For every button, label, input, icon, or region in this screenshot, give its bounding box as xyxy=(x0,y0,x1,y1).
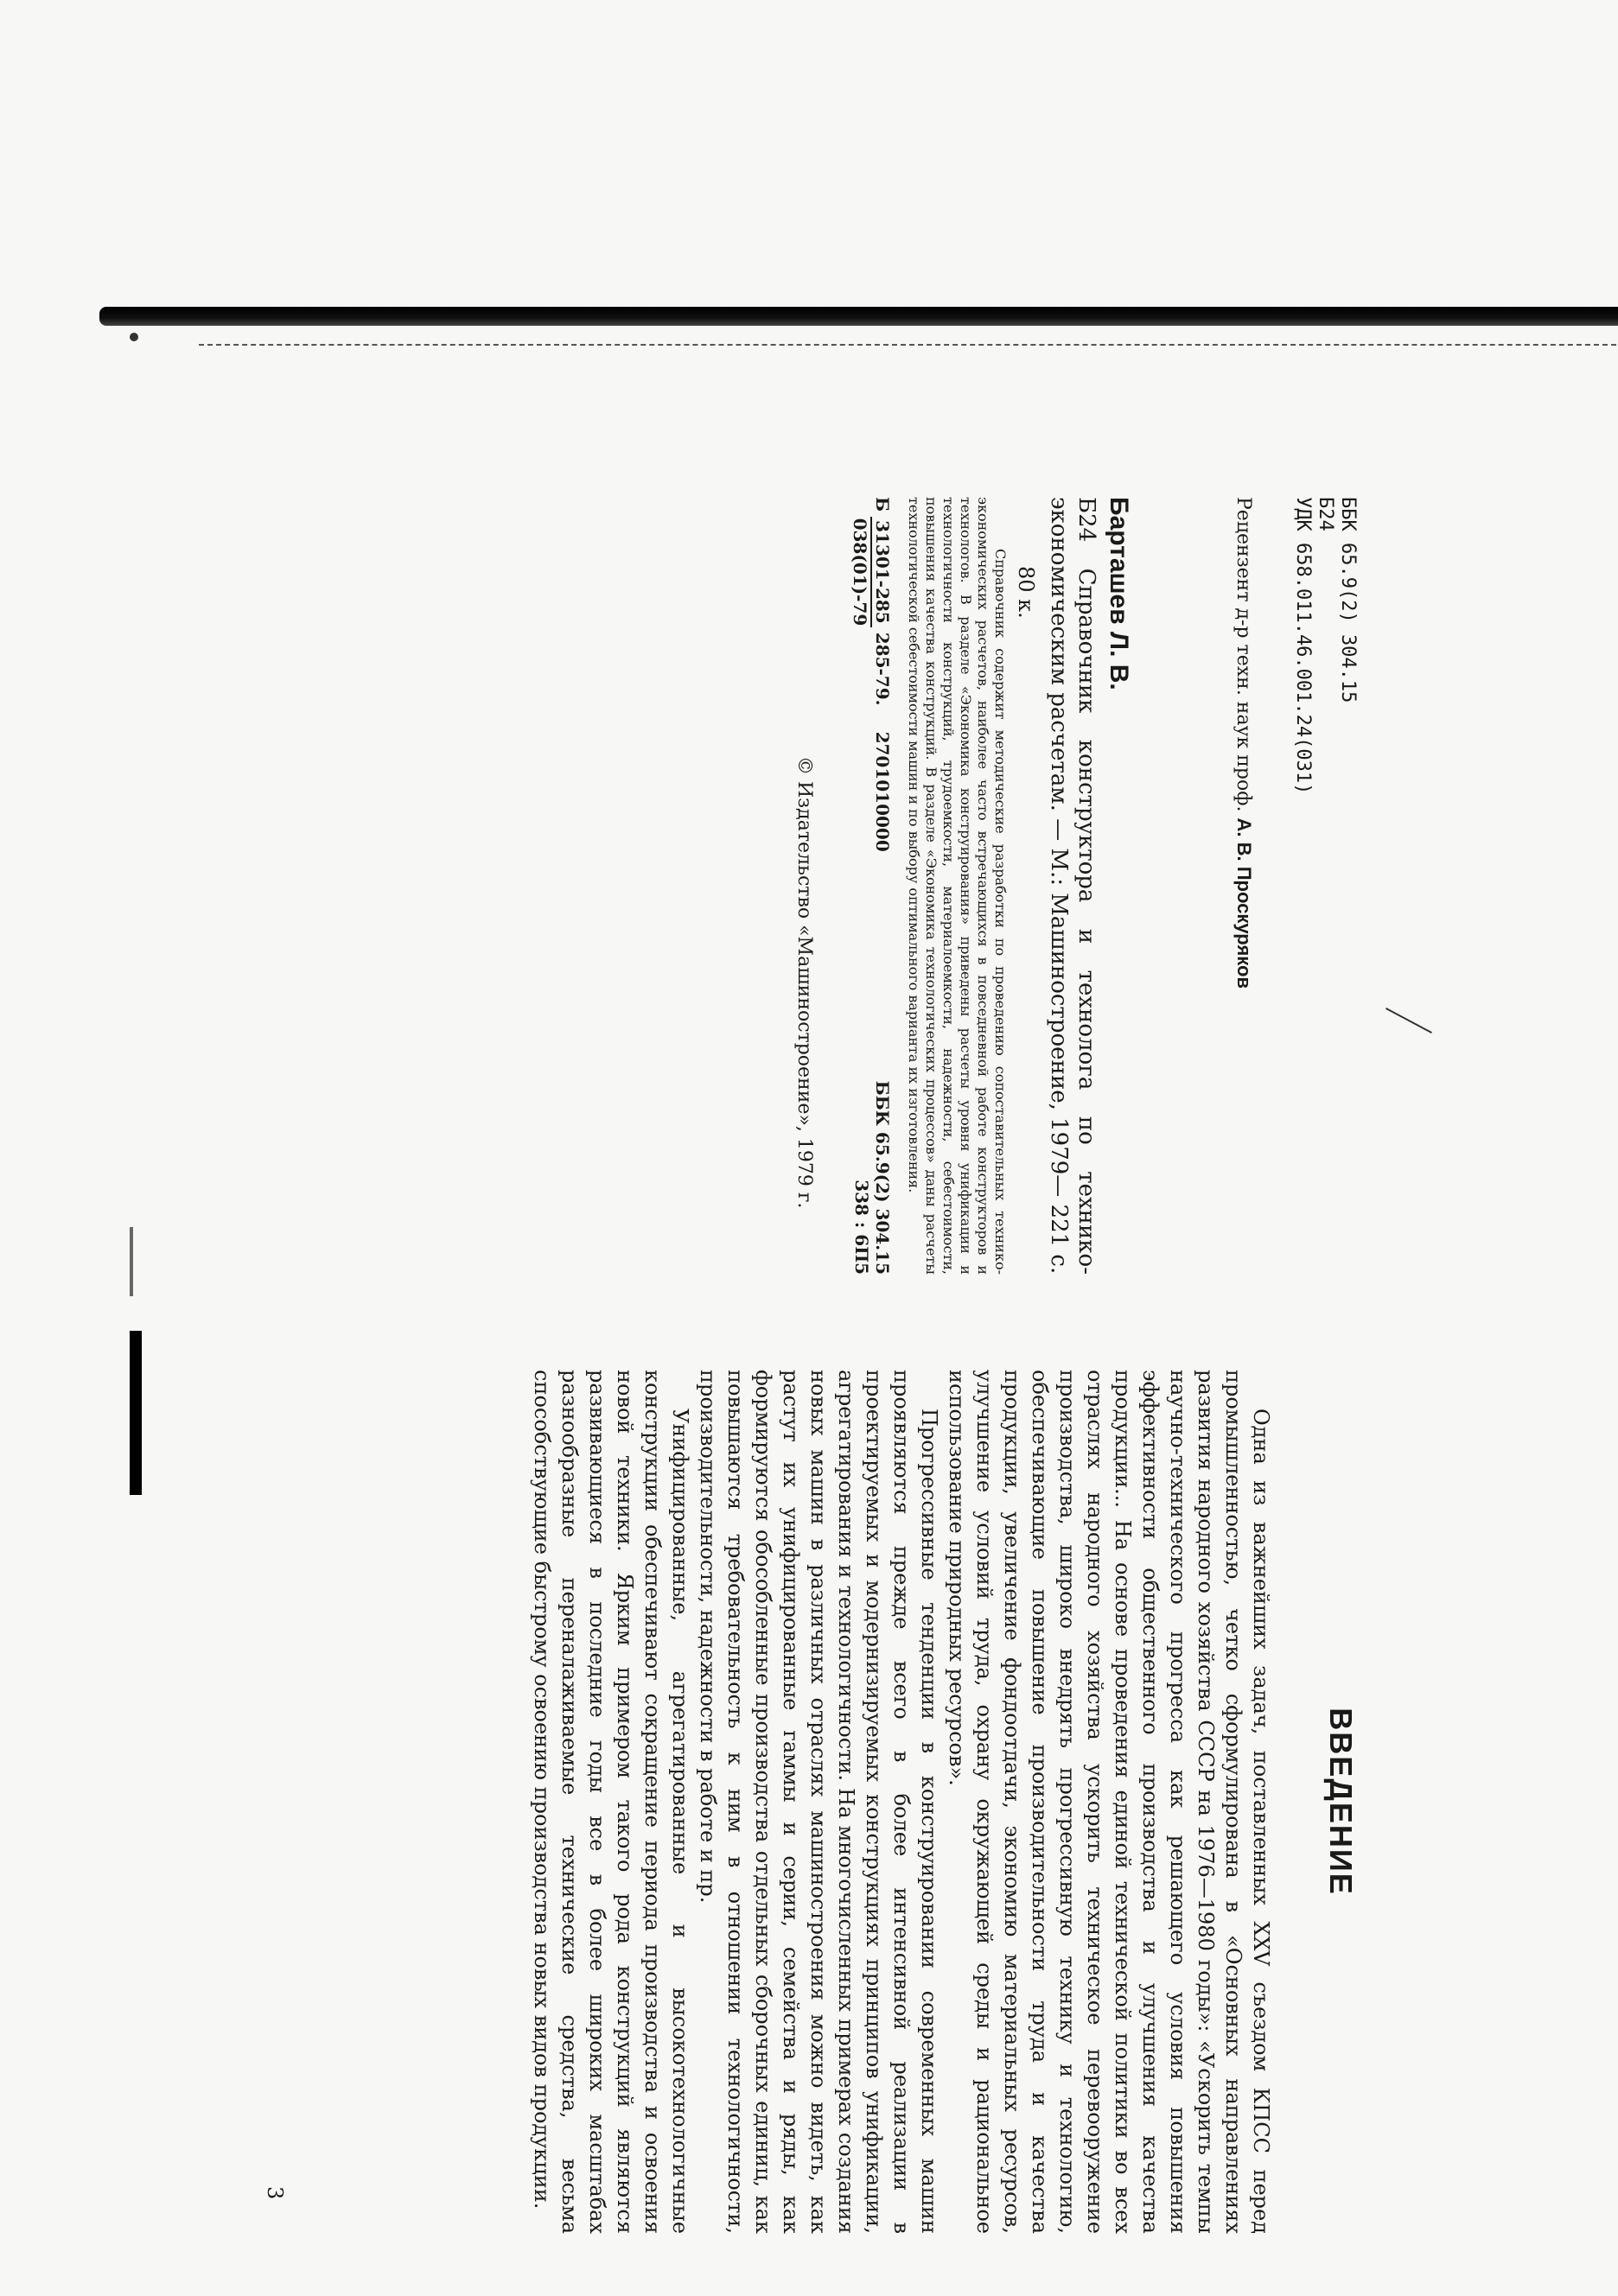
scan-dashed-line xyxy=(199,344,1616,346)
author-name: Барташев Л. В. xyxy=(1105,497,1133,690)
intro-paragraph-2: Прогрессивные тенденции в конструировании современных машин проявляются прежде всего в более интенсивной реализации в проектируемых и модернизируемых конструкциях принципов унификации, агрегатирования и технологичности. На многочисленных примерах создания новых машин в различных отраслях машиностроения можно видеть, как растут их унифицированные гаммы и серии, семейства и ряды, как формируются обособленные производства отдельных сборочных единиц, как повышаются требовательность к ним в отношении технологичности, производительности, надежности в работе и пр. xyxy=(696,1370,941,2234)
code-middle: 285-79. xyxy=(872,632,893,706)
catalog-main-entry: Б24 Справочник конструктора и технолога по технико-экономическим расчетам. — М.: Машиностроение, 1979— 221 с. xyxy=(1046,497,1099,1275)
udk-code: УДК 658.011.46.001.24(031) xyxy=(1292,497,1314,795)
scan-smudge xyxy=(130,333,138,341)
reviewer-line xyxy=(1233,497,1255,1275)
code-prefix: Б xyxy=(872,497,893,512)
shelf-code: Б24 xyxy=(1315,497,1336,531)
code-number: 2701010000 xyxy=(872,731,893,852)
reviewer-name: А. В. Проскуряков xyxy=(1233,817,1255,989)
catalog-codes xyxy=(850,497,893,1275)
book-spine-shadow xyxy=(130,1331,142,1495)
price: 80 к. xyxy=(1014,566,1038,619)
reviewer-prefix: Рецензент д-р техн. наук проф. xyxy=(1233,497,1254,812)
bbk-bottom-1: ББК 65.9(2) 304.15 xyxy=(872,1080,893,1275)
rotated-book-spread xyxy=(244,497,1359,2234)
book-annotation: Справочник содержит методические разработки по проведению сопоставительных технико-экономических расчетов, наиболее часто встречающихся в повседневной работе конструкторов и технологов. В разделе «Экономика конструирования» приведены расчеты уровня унификации и технологичности конструкций, трудоемкости, материалоемкости, надежности, себестоимости, повышения качества конструкций. В разделе «Экономика технологических процессов» даны расчеты технологической себестоимости машин и по выбору оптимального варианта их изготовления. xyxy=(906,497,1009,1275)
page-number: 3 xyxy=(263,2186,287,2200)
scan-binding-shadow xyxy=(99,307,1618,326)
bbk-bottom xyxy=(851,1081,893,1275)
pencil-mark xyxy=(1385,1008,1432,1034)
bbk-code: ББК 65.9(2) 304.15 xyxy=(1337,497,1359,703)
imprint-page xyxy=(244,497,1359,1275)
code-fraction xyxy=(850,517,893,627)
section-title: ВВЕДЕНИЕ xyxy=(1323,1708,1359,1896)
intro-paragraph-3: Унифицированные, агрегатированные и высокотехнологичные конструкции обеспечивают сокращение периода производства и освоения новой техники. Ярким примером такого рода конструкций являются развивающиеся в последние годы все в более широких масштабах разнообразные переналаживаемые технические средства, весьма способствующие быстрому освоению производства новых видов продукции. xyxy=(530,1370,692,2234)
intro-paragraph-1: Одна из важнейших задач, поставленных XXV съездом КПСС перед промышленностью, четко сформулирована в «Основных направлениях развития народного хозяйства СССР на 1976—1980 годы»: «Ускорить темпы научно-технического прогресса как решающего условия повышения эффективности общественного производства и улучшения качества продукции... На основе проведения единой технической политики во всех отраслях народного хозяйства ускорить техническое перевооружение производства, широко внедрять прогрессивную технику и технологию, обеспечивающие повышение производительности труда и качества продукции, увеличение фондоотдачи, экономию материальных ресурсов, улучшение условий труда, охрану окружающей среды и рациональное использование природных ресурсов». xyxy=(945,1370,1273,2234)
code-numerator: 31301-285 xyxy=(870,517,893,627)
book-spine-shadow-faint xyxy=(130,1227,133,1296)
bbk-bottom-2: 338 : 6П5 xyxy=(851,1180,872,1275)
code-denominator: 038(01)-79 xyxy=(850,518,870,626)
copyright-notice: © Издательство «Машиностроение», 1979 г. xyxy=(793,756,815,1209)
introduction-page xyxy=(244,1370,1359,2234)
